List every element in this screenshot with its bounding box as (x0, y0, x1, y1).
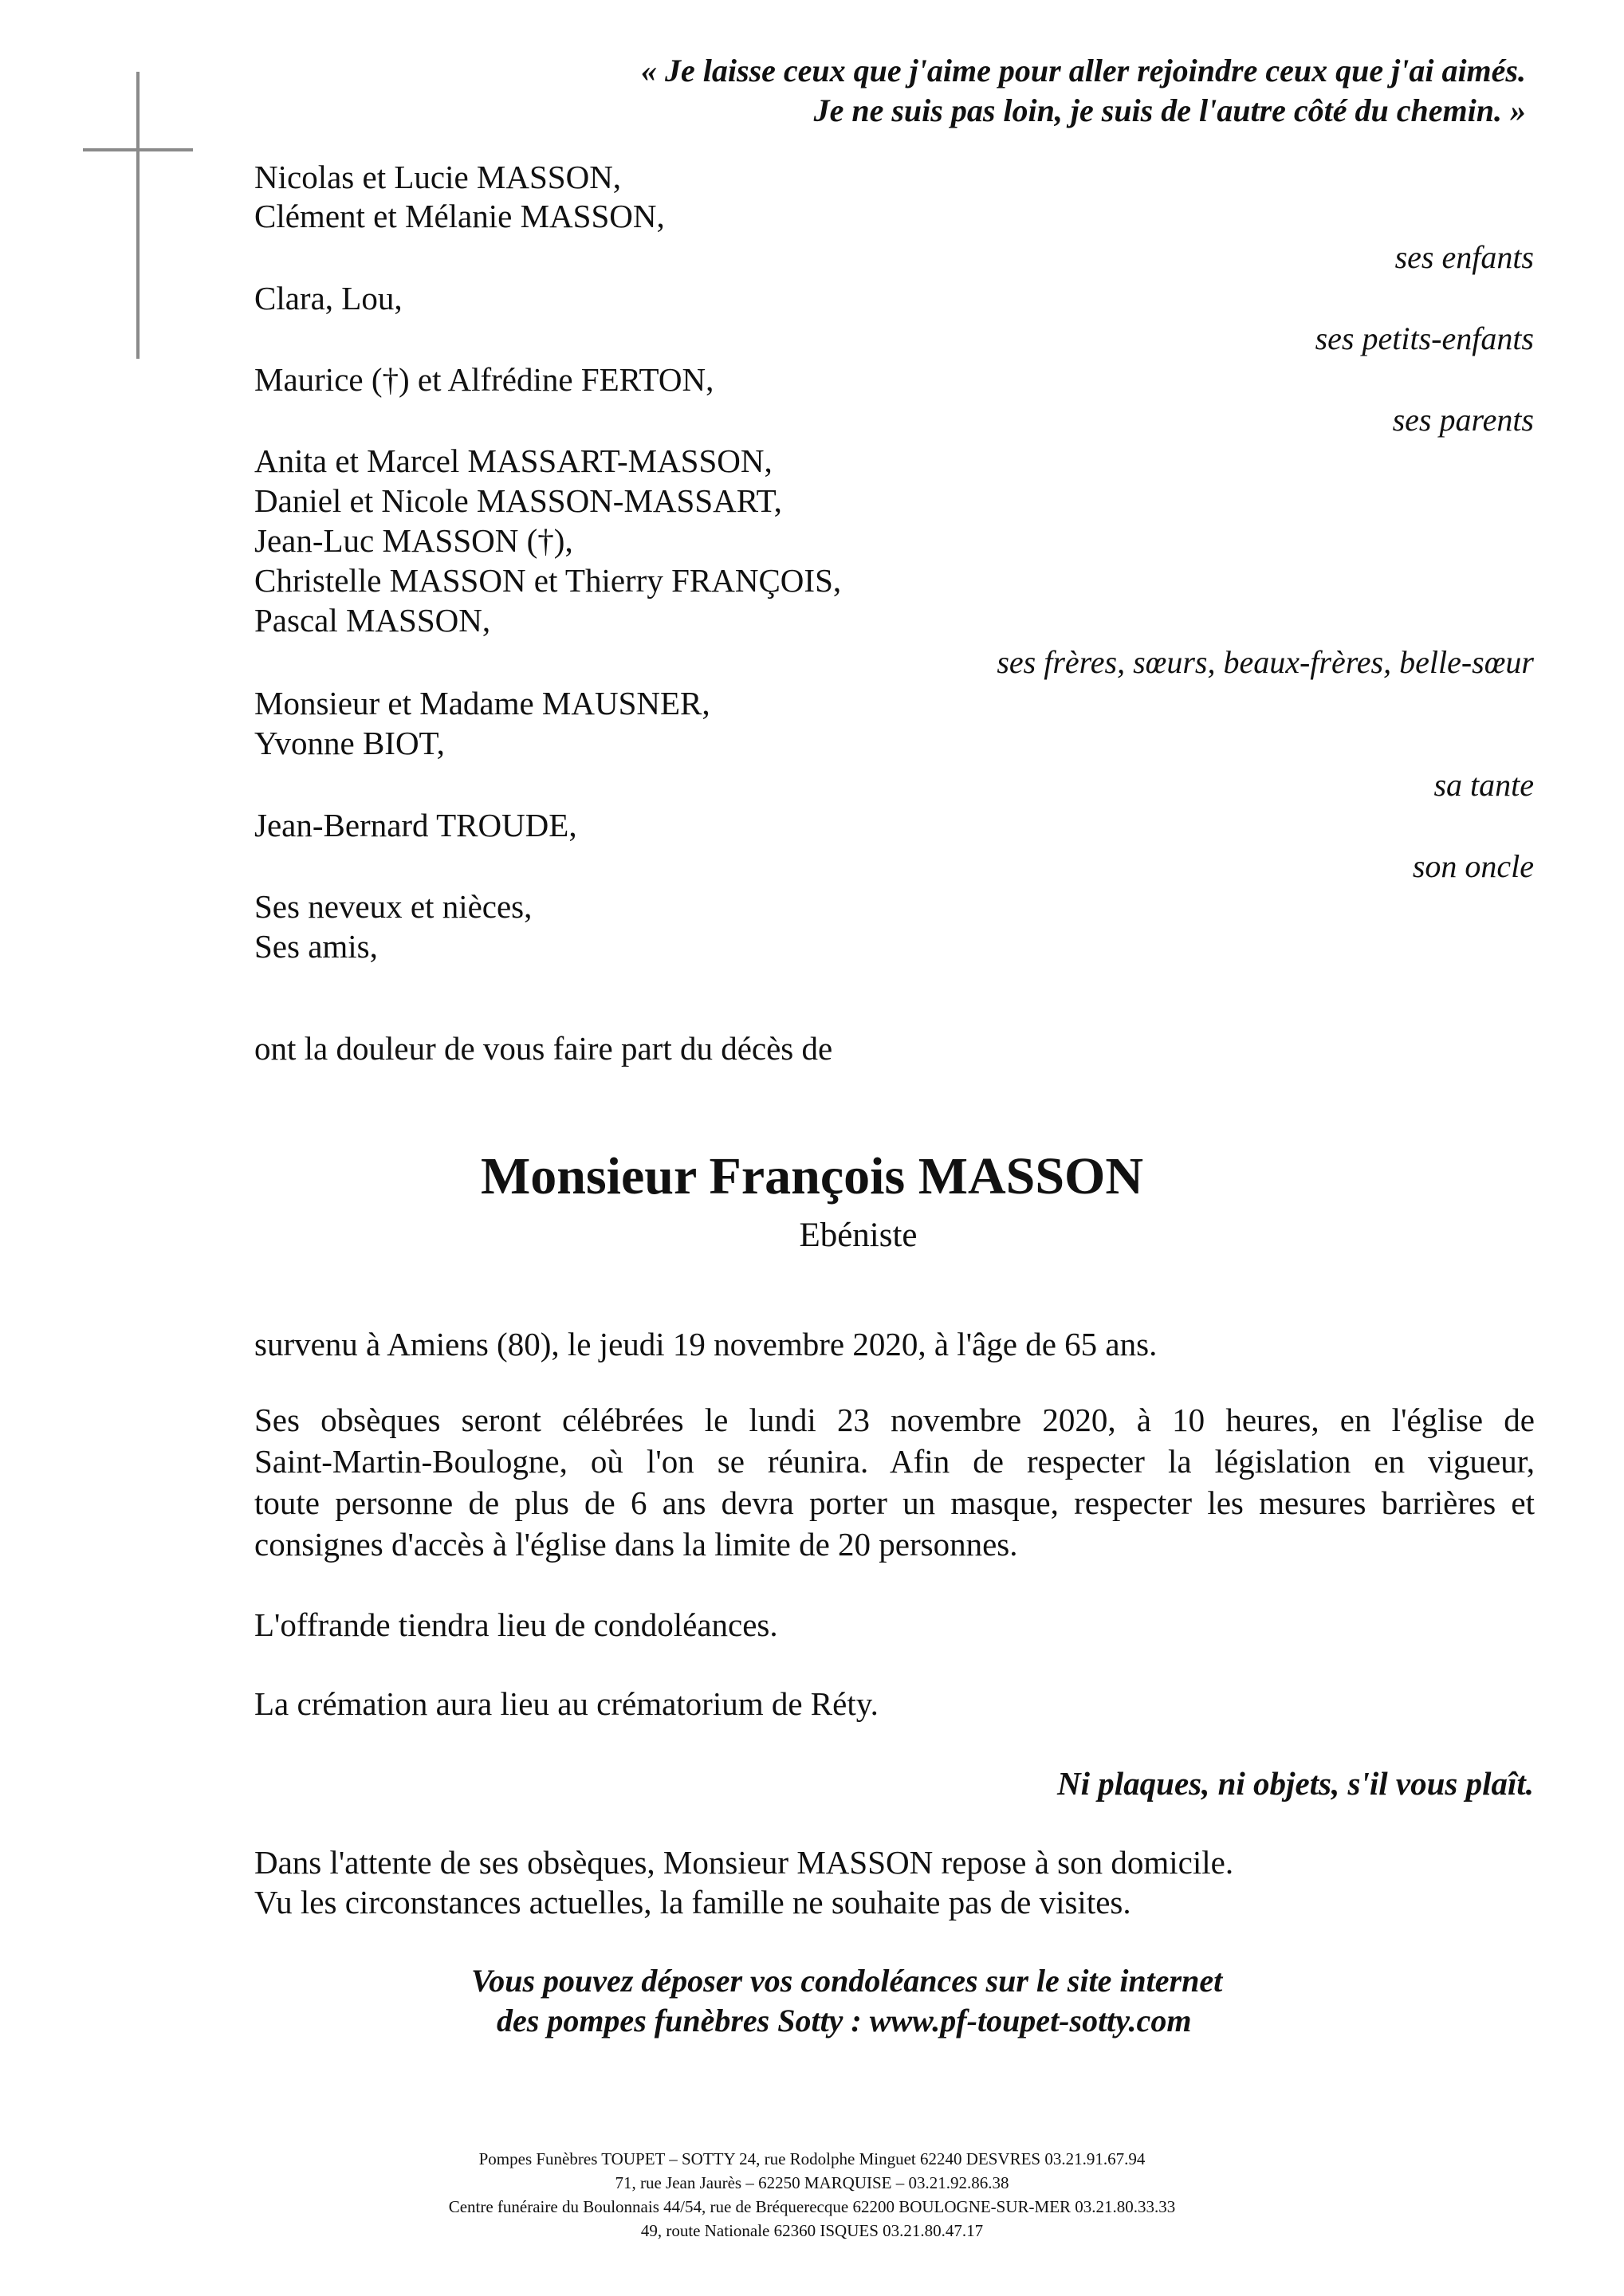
footer-line-4: 49, route Nationale 62360 ISQUES 03.21.80.47.17 (640, 2221, 984, 2240)
sibling-1: Anita et Marcel MASSART-MASSON, (254, 442, 773, 479)
funeral-line-3: toute personne de plus de 6 ans devra porter un masque, respecter les mesures barrières et (254, 1484, 1535, 1521)
deceased-profession: Ebéniste (799, 1217, 918, 1254)
quote-line-1: « Je laisse ceux que j'aime pour aller rejoindre ceux que j'ai aimés. (641, 53, 1526, 88)
funeral-line-2: Saint-Martin-Boulogne, où l'on se réunira. Afin de respecter la législation en vigueur, (254, 1443, 1535, 1480)
cremation-text: La crémation aura lieu au crématorium de Réty. (254, 1685, 879, 1722)
deceased-name: Monsieur François MASSON (480, 1147, 1144, 1205)
announcement: ont la douleur de vous faire part du décès de (254, 1030, 833, 1067)
funeral-line-4: consignes d'accès à l'église dans la limite de 20 personnes. (254, 1526, 1018, 1563)
aunt-1: Monsieur et Madame MAUSNER, (254, 685, 710, 721)
children-role: ses enfants (1394, 239, 1534, 275)
sibling-5: Pascal MASSON, (254, 602, 491, 639)
footer-line-3: Centre funéraire du Boulonnais 44/54, rue de Bréquerecque 62200 BOULOGNE-SUR-MER 03.21.80.33.33 (448, 2197, 1176, 2216)
children-name-2: Clément et Mélanie MASSON, (254, 198, 665, 234)
cross-vertical-bar (136, 72, 140, 359)
condolences-line-1: Vous pouvez déposer vos condoléances sur le site internet (471, 1963, 1223, 1999)
no-plaques-notice: Ni plaques, ni objets, s'il vous plaît. (1057, 1765, 1534, 1802)
cross-horizontal-bar (83, 148, 193, 151)
sibling-3: Jean-Luc MASSON (†), (254, 522, 573, 559)
condolences-line-2: des pompes funèbres Sotty : www.pf-toupet-sotty.com (497, 2003, 1192, 2038)
rest-line-2: Vu les circonstances actuelles, la famille ne souhaite pas de visites. (254, 1884, 1131, 1921)
others-1: Ses neveux et nièces, (254, 888, 533, 925)
aunt-role: sa tante (1433, 767, 1534, 803)
sibling-2: Daniel et Nicole MASSON-MASSART, (254, 482, 782, 519)
parents-names: Maurice (†) et Alfrédine FERTON, (254, 361, 714, 398)
quote-line-2: Je ne suis pas loin, je suis de l'autre côté du chemin. » (813, 92, 1526, 128)
siblings-role: ses frères, sœurs, beaux-frères, belle-sœur (997, 644, 1534, 680)
uncle-role: son oncle (1412, 848, 1534, 884)
death-info: survenu à Amiens (80), le jeudi 19 novembre 2020, à l'âge de 65 ans. (254, 1326, 1158, 1362)
funeral-line-1: Ses obsèques seront célébrées le lundi 23 novembre 2020, à 10 heures, en l'église de (254, 1402, 1535, 1438)
grandchildren-role: ses petits-enfants (1315, 320, 1534, 356)
footer-line-2: 71, rue Jean Jaurès – 62250 MARQUISE – 03.21.92.86.38 (615, 2173, 1009, 2192)
others-2: Ses amis, (254, 928, 378, 965)
rest-line-1: Dans l'attente de ses obsèques, Monsieur MASSON repose à son domicile. (254, 1844, 1234, 1881)
footer-line-1: Pompes Funèbres TOUPET – SOTTY 24, rue Rodolphe Minguet 62240 DESVRES 03.21.91.67.94 (478, 2149, 1146, 2168)
funeral-paragraph (254, 1399, 1535, 1565)
offering-text: L'offrande tiendra lieu de condoléances. (254, 1606, 778, 1643)
footer-address-block (0, 2147, 1624, 2243)
uncle-name: Jean-Bernard TROUDE, (254, 807, 577, 843)
aunt-2: Yvonne BIOT, (254, 725, 445, 761)
parents-role: ses parents (1392, 402, 1534, 438)
grandchildren-names: Clara, Lou, (254, 280, 403, 316)
children-name-1: Nicolas et Lucie MASSON, (254, 159, 622, 195)
sibling-4: Christelle MASSON et Thierry FRANÇOIS, (254, 562, 842, 599)
